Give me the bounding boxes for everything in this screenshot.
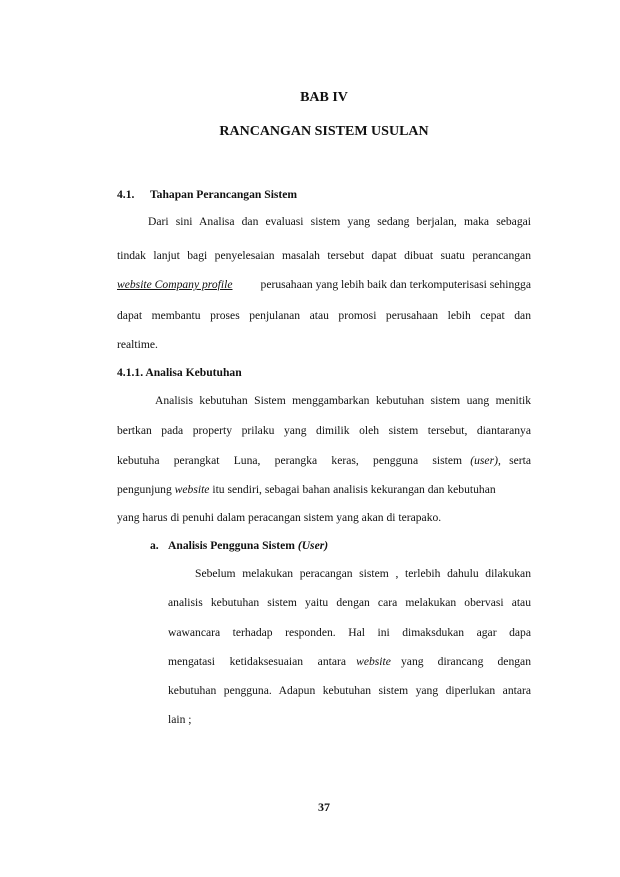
- page-number: 37: [318, 800, 330, 814]
- item-a-line-2: analisis kebutuhan sistem yaitu dengan cara melakukan obervasi atau: [168, 596, 531, 609]
- subsection-heading: 4.1.1. Analisa Kebutuhan: [117, 366, 242, 379]
- subsection-line-2: bertkan pada property prilaku yang dimilik oleh sistem tersebut, diantaranya: [117, 424, 531, 437]
- section-paragraph-line-2: tindak lanjut bagi penyelesaian masalah tersebut dapat dibuat suatu perancangan: [117, 249, 531, 262]
- section-paragraph-line-1: Dari sini Analisa dan evaluasi sistem yang sedang berjalan, maka sebagai: [148, 215, 531, 228]
- subsection-line-4-end: itu sendiri, sebagai bahan analisis kekurangan dan kebutuhan: [212, 483, 496, 496]
- item-a-line-6: lain ;: [168, 713, 192, 726]
- subsection-line-3-text: kebutuha perangkat Luna, perangka keras, pengguna sistem: [117, 454, 462, 467]
- item-a-label: a.: [150, 539, 159, 552]
- subsection-line-5: yang harus di penuhi dalam peracangan sistem yang akan di terapako.: [117, 511, 442, 524]
- item-a-heading-user: (User): [297, 539, 329, 552]
- item-a-website-term: website: [356, 655, 391, 668]
- item-a-line-3: wawancara terhadap responden. Hal ini dimaksdukan agar dapa: [168, 626, 531, 639]
- user-term: (user),: [470, 454, 501, 467]
- section-heading: Tahapan Perancangan Sistem: [150, 188, 298, 201]
- item-a-line-4: [168, 656, 531, 668]
- subsection-line-3-end: serta: [509, 454, 531, 467]
- item-a-line-4-text: mengatasi ketidaksesuaian antara: [168, 655, 346, 668]
- chapter-heading: BAB IV: [300, 90, 348, 105]
- website-term: website: [174, 483, 210, 496]
- subsection-line-3: [117, 455, 531, 467]
- subsection-line-4: [117, 484, 531, 496]
- section-paragraph-line-3-text: perusahaan yang lebih baik dan terkomputerisasi sehingga: [260, 278, 531, 291]
- website-company-profile-term: website Company profile: [117, 278, 233, 291]
- chapter-title: RANCANGAN SISTEM USULAN: [219, 124, 429, 139]
- item-a-heading: Analisis Pengguna Sistem: [168, 539, 295, 552]
- subsection-line-4-start: pengunjung: [117, 483, 172, 496]
- item-a-line-5: kebutuhan pengguna. Adapun kebutuhan sistem yang diperlukan antara: [168, 684, 531, 697]
- section-paragraph-line-5: realtime.: [117, 338, 158, 351]
- section-paragraph-line-4: dapat membantu proses penjulanan atau promosi perusahaan lebih cepat dan: [117, 309, 531, 322]
- item-a-heading-wrap: [168, 539, 328, 552]
- item-a-line-4-end: yang dirancang dengan: [401, 655, 531, 668]
- subsection-line-1: Analisis kebutuhan Sistem menggambarkan kebutuhan sistem uang menitik: [155, 394, 531, 407]
- item-a-line-1: Sebelum melakukan peracangan sistem , terlebih dahulu dilakukan: [195, 567, 531, 580]
- section-paragraph-line-3: [117, 279, 531, 291]
- section-number: 4.1.: [117, 188, 135, 201]
